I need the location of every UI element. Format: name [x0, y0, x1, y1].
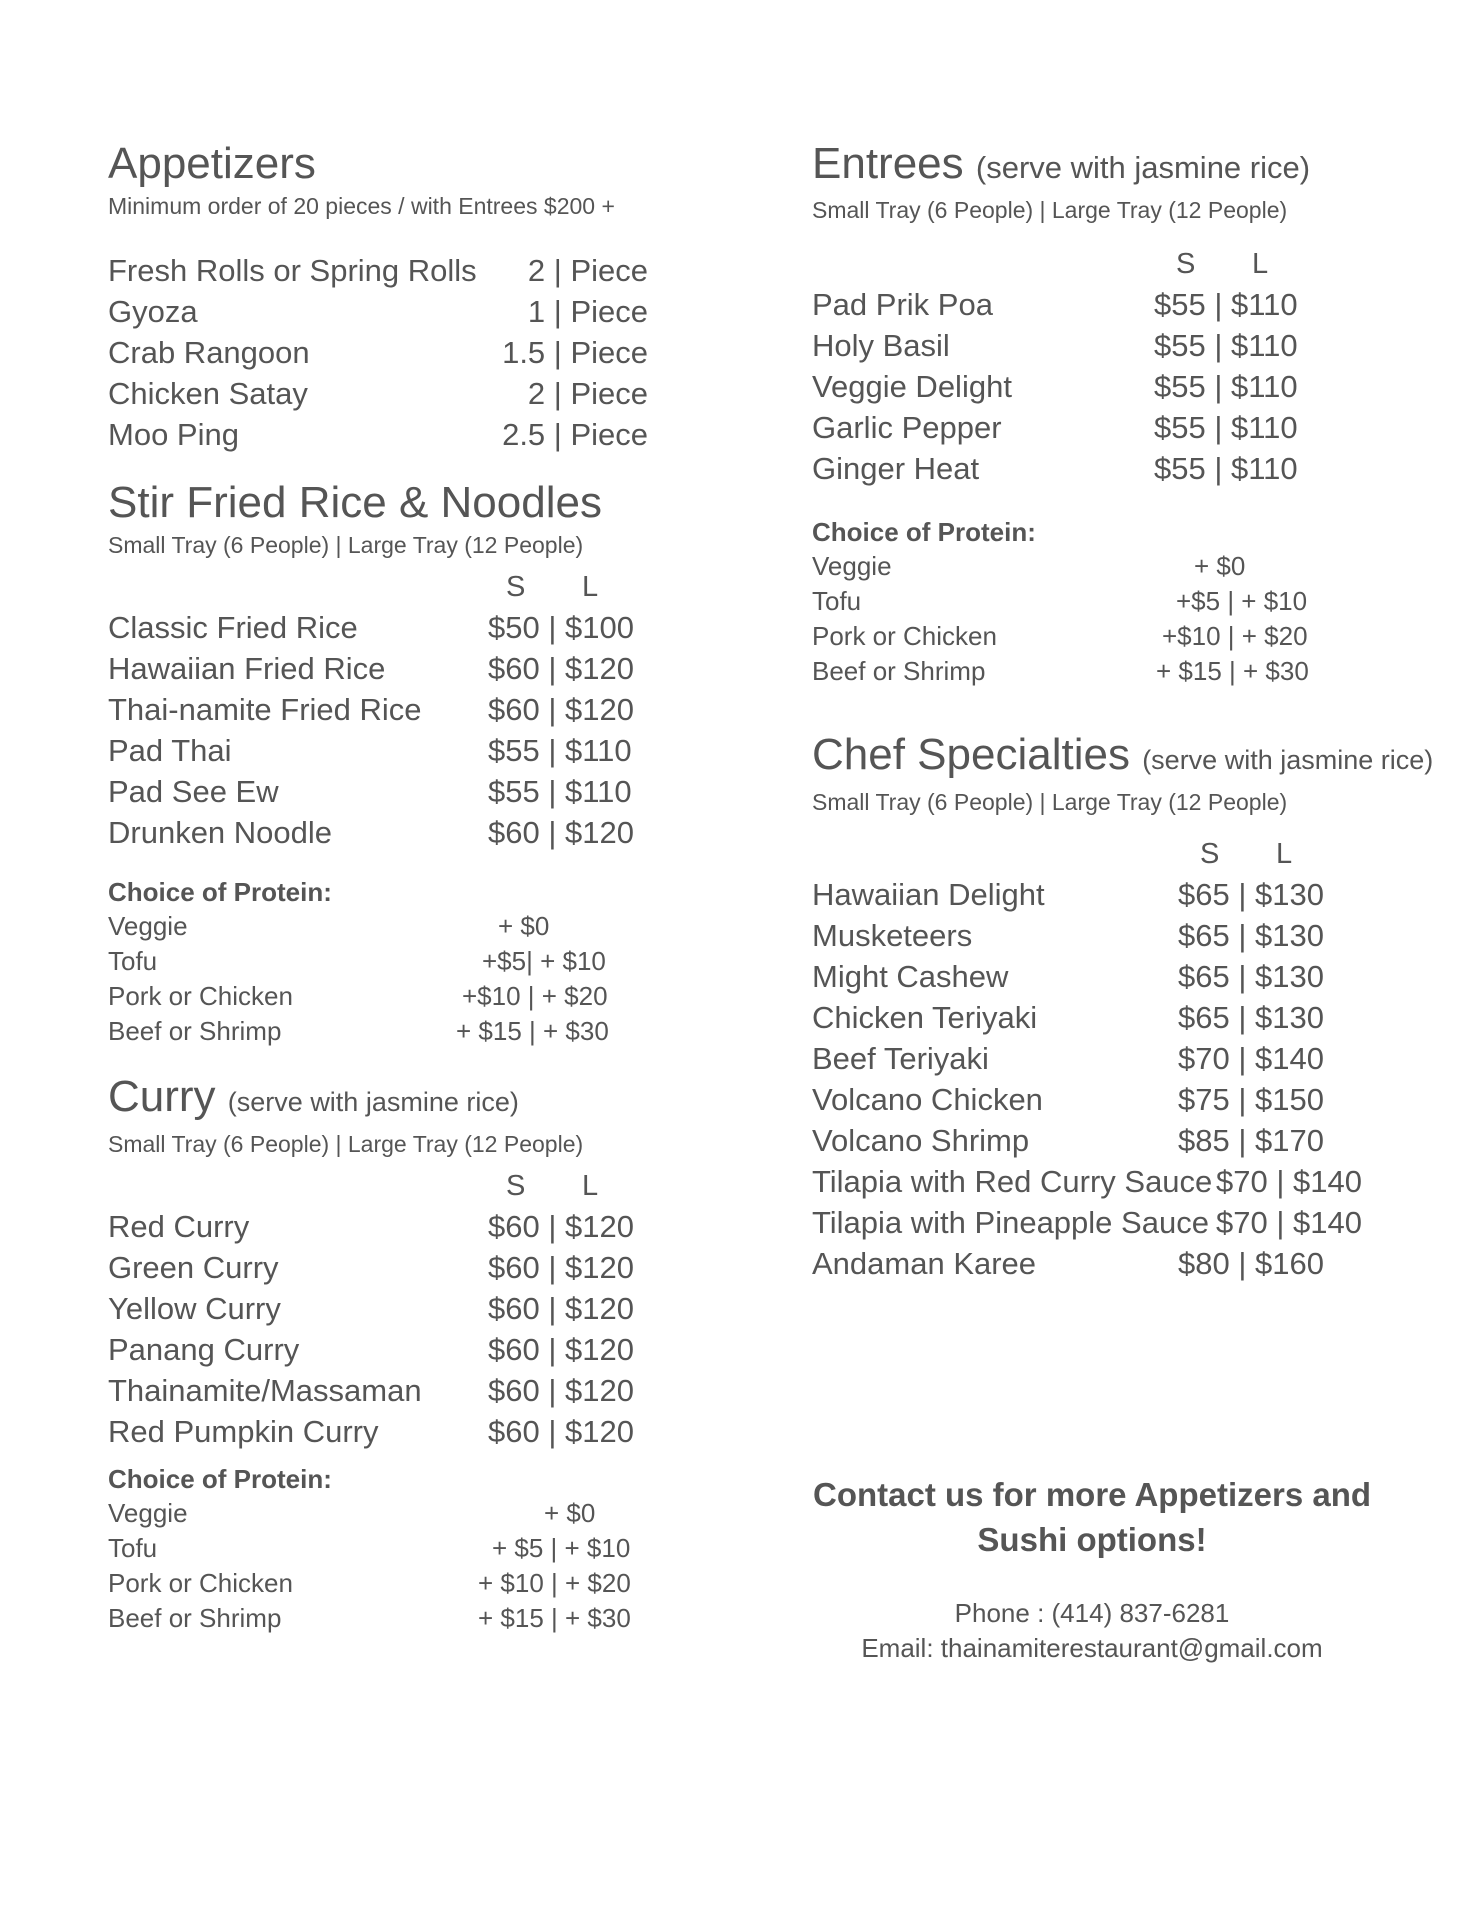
list-item	[812, 407, 1452, 448]
item-price: $70 | $140	[1216, 1164, 1362, 1199]
size-header	[812, 834, 1452, 874]
list-item	[108, 1370, 668, 1411]
item-name: Andaman Karee	[812, 1246, 1037, 1281]
curry-note: (serve with jasmine rice)	[227, 1087, 519, 1117]
protein-name: Beef or Shrimp	[812, 656, 986, 686]
list-item	[108, 812, 668, 853]
list-item	[108, 689, 668, 730]
protein-name: Beef or Shrimp	[108, 1016, 282, 1046]
protein-price: + $15 | + $30	[478, 1603, 631, 1633]
protein-list	[108, 909, 668, 1049]
item-price: $55 | $110	[1154, 287, 1298, 322]
appetizers-title: Appetizers	[108, 139, 316, 188]
stir-fried-title: Stir Fried Rice & Noodles	[108, 478, 602, 527]
item-price: $60 | $120	[488, 651, 634, 686]
item-name: Hawaiian Delight	[812, 877, 1045, 912]
protein-price: + $5 | + $10	[492, 1533, 631, 1563]
item-name: Musketeers	[812, 918, 973, 953]
contact-heading-line-1: Contact us for more Appetizers and	[812, 1476, 1372, 1513]
item-name: Red Curry	[108, 1209, 250, 1244]
protein-item	[812, 549, 1452, 584]
protein-item	[812, 619, 1452, 654]
list-item	[108, 1288, 668, 1329]
item-name: Tilapia with Red Curry Sauce	[812, 1164, 1213, 1199]
protein-price: + $0	[544, 1498, 596, 1528]
list-item	[108, 373, 668, 414]
item-price: $85 | $170	[1178, 1123, 1324, 1158]
item-price: $55 | $110	[1154, 369, 1298, 404]
item-price: $55 | $110	[488, 774, 632, 809]
size-large-label: L	[582, 571, 599, 603]
protein-item	[812, 654, 1452, 689]
appetizers-list	[108, 250, 668, 455]
list-item	[812, 874, 1452, 915]
contact-block	[812, 1472, 1372, 1666]
item-price: $55 | $110	[1154, 451, 1298, 486]
item-price: $60 | $120	[488, 1332, 634, 1367]
stir-fried-list	[108, 607, 668, 853]
stir-fried-section	[108, 477, 668, 1049]
list-item	[108, 1411, 668, 1452]
protein-list	[812, 549, 1452, 689]
protein-title: Choice of Protein:	[108, 1464, 332, 1494]
curry-section	[108, 1071, 668, 1636]
protein-item	[108, 1496, 668, 1531]
item-price: $60 | $120	[488, 1373, 634, 1408]
item-price: $50 | $100	[488, 610, 634, 645]
item-name: Pad Thai	[108, 733, 232, 768]
entrees-list	[812, 284, 1452, 489]
list-item	[812, 1038, 1452, 1079]
item-price: $60 | $120	[488, 815, 634, 850]
list-item	[108, 1247, 668, 1288]
item-name: Red Pumpkin Curry	[108, 1414, 379, 1449]
protein-item	[108, 1566, 668, 1601]
size-large-label: L	[1252, 248, 1269, 280]
contact-heading-line-2: Sushi options!	[977, 1521, 1207, 1558]
item-name: Ginger Heat	[812, 451, 980, 486]
list-item	[812, 284, 1452, 325]
item-name: Volcano Shrimp	[812, 1123, 1030, 1158]
appetizers-subtitle: Minimum order of 20 pieces / with Entrees $200 +	[108, 193, 615, 219]
item-name: Volcano Chicken	[812, 1082, 1043, 1117]
entrees-title-text: Entrees	[812, 139, 964, 188]
protein-item	[108, 979, 668, 1014]
protein-price: +$5 | + $10	[1176, 586, 1308, 616]
list-item	[812, 956, 1452, 997]
item-name: Chicken Satay	[108, 376, 308, 411]
curry-title-text: Curry	[108, 1072, 216, 1121]
item-price: $75 | $150	[1178, 1082, 1324, 1117]
protein-price: + $15 | + $30	[456, 1016, 609, 1046]
size-header	[812, 244, 1452, 284]
protein-name: Pork or Chicken	[108, 1568, 293, 1598]
item-name: Beef Teriyaki	[812, 1041, 989, 1076]
item-name: Drunken Noodle	[108, 815, 333, 850]
list-item	[108, 414, 668, 455]
protein-name: Tofu	[108, 946, 158, 976]
protein-title: Choice of Protein:	[108, 877, 332, 907]
item-name: Hawaiian Fried Rice	[108, 651, 386, 686]
list-item	[812, 1161, 1452, 1202]
size-large-label: L	[582, 1170, 599, 1202]
chef-subtitle: Small Tray (6 People) | Large Tray (12 People)	[812, 789, 1288, 815]
protein-item	[108, 909, 668, 944]
item-name: Pad Prik Poa	[812, 287, 993, 322]
stir-fried-subtitle: Small Tray (6 People) | Large Tray (12 People)	[108, 532, 584, 558]
item-price: $60 | $120	[488, 1250, 634, 1285]
list-item	[812, 325, 1452, 366]
list-item	[812, 448, 1452, 489]
list-item	[108, 730, 668, 771]
list-item	[812, 1202, 1452, 1243]
item-price: 2 | Piece	[527, 376, 648, 411]
item-name: Fresh Rolls or Spring Rolls	[108, 253, 477, 288]
item-price: $60 | $120	[488, 1209, 634, 1244]
item-name: Garlic Pepper	[812, 410, 1002, 445]
protein-item	[108, 944, 668, 979]
item-price: 1 | Piece	[527, 294, 648, 329]
list-item	[108, 332, 668, 373]
list-item	[108, 1206, 668, 1247]
chef-title-text: Chef Specialties	[812, 730, 1130, 779]
list-item	[108, 607, 668, 648]
list-item	[108, 648, 668, 689]
list-item	[108, 771, 668, 812]
list-item	[108, 250, 668, 291]
protein-item	[108, 1014, 668, 1049]
item-price: $60 | $120	[488, 1414, 634, 1449]
size-small-label: S	[1176, 248, 1196, 280]
protein-name: Beef or Shrimp	[108, 1603, 282, 1633]
item-name: Crab Rangoon	[108, 335, 310, 370]
protein-price: + $15 | + $30	[1156, 656, 1309, 686]
protein-name: Veggie	[812, 551, 892, 581]
list-item	[812, 915, 1452, 956]
list-item	[812, 1120, 1452, 1161]
item-price: $65 | $130	[1178, 959, 1324, 994]
item-price: $60 | $120	[488, 692, 634, 727]
curry-title	[108, 1071, 668, 1128]
item-name: Tilapia with Pineapple Sauce	[812, 1205, 1209, 1240]
chef-note: (serve with jasmine rice)	[1142, 745, 1434, 775]
protein-name: Tofu	[108, 1533, 158, 1563]
protein-item	[108, 1601, 668, 1636]
entrees-title	[812, 138, 1452, 194]
entrees-note: (serve with jasmine rice)	[975, 150, 1311, 185]
size-large-label: L	[1276, 838, 1293, 870]
list-item	[108, 291, 668, 332]
list-item	[812, 1079, 1452, 1120]
item-price: $65 | $130	[1178, 877, 1324, 912]
entrees-subtitle: Small Tray (6 People) | Large Tray (12 People)	[812, 197, 1288, 223]
protein-price: + $0	[1194, 551, 1246, 581]
item-price: $70 | $140	[1178, 1041, 1324, 1076]
chef-title	[812, 729, 1452, 786]
protein-name: Pork or Chicken	[812, 621, 997, 651]
item-name: Holy Basil	[812, 328, 950, 363]
size-small-label: S	[1200, 838, 1220, 870]
chef-list	[812, 874, 1452, 1284]
chef-specialties-section	[812, 729, 1452, 1284]
protein-list	[108, 1496, 668, 1636]
appetizers-section	[108, 138, 668, 455]
list-item	[812, 366, 1452, 407]
list-item	[108, 1329, 668, 1370]
entrees-section	[812, 138, 1452, 689]
protein-price: + $10 | + $20	[478, 1568, 631, 1598]
protein-price: +$10 | + $20	[462, 981, 608, 1011]
size-small-label: S	[506, 571, 526, 603]
protein-title: Choice of Protein:	[812, 517, 1036, 547]
size-header	[108, 567, 668, 607]
protein-name: Veggie	[108, 911, 188, 941]
item-name: Pad See Ew	[108, 774, 279, 809]
right-column	[812, 138, 1452, 1284]
item-name: Classic Fried Rice	[108, 610, 358, 645]
item-price: 2.5 | Piece	[502, 417, 648, 452]
item-price: 1.5 | Piece	[502, 335, 648, 370]
item-price: $55 | $110	[1154, 328, 1298, 363]
item-name: Chicken Teriyaki	[812, 1000, 1038, 1035]
protein-price: +$10 | + $20	[1162, 621, 1308, 651]
item-name: Green Curry	[108, 1250, 279, 1285]
item-price: $55 | $110	[1154, 410, 1298, 445]
item-name: Yellow Curry	[108, 1291, 281, 1326]
contact-phone: Phone : (414) 837-6281	[954, 1598, 1230, 1628]
item-price: $60 | $120	[488, 1291, 634, 1326]
list-item	[812, 1243, 1452, 1284]
size-small-label: S	[506, 1170, 526, 1202]
item-price: $65 | $130	[1178, 918, 1324, 953]
protein-price: +$5| + $10	[482, 946, 606, 976]
protein-item	[812, 584, 1452, 619]
protein-name: Veggie	[108, 1498, 188, 1528]
item-price: $65 | $130	[1178, 1000, 1324, 1035]
item-name: Gyoza	[108, 294, 198, 329]
curry-list	[108, 1206, 668, 1452]
item-price: 2 | Piece	[527, 253, 648, 288]
item-name: Might Cashew	[812, 959, 1009, 994]
protein-price: + $0	[498, 911, 550, 941]
protein-item	[108, 1531, 668, 1566]
item-name: Veggie Delight	[812, 369, 1012, 404]
protein-name: Pork or Chicken	[108, 981, 293, 1011]
list-item	[812, 997, 1452, 1038]
left-column	[108, 138, 668, 1636]
item-price: $55 | $110	[488, 733, 632, 768]
protein-name: Tofu	[812, 586, 862, 616]
curry-subtitle: Small Tray (6 People) | Large Tray (12 People)	[108, 1131, 584, 1157]
item-name: Thainamite/Massaman	[108, 1373, 422, 1408]
size-header	[108, 1166, 668, 1206]
contact-email: Email: thainamiterestaurant@gmail.com	[861, 1633, 1323, 1663]
item-name: Moo Ping	[108, 417, 239, 452]
item-price: $80 | $160	[1178, 1246, 1324, 1281]
item-name: Thai-namite Fried Rice	[108, 692, 422, 727]
item-name: Panang Curry	[108, 1332, 300, 1367]
item-price: $70 | $140	[1216, 1205, 1362, 1240]
